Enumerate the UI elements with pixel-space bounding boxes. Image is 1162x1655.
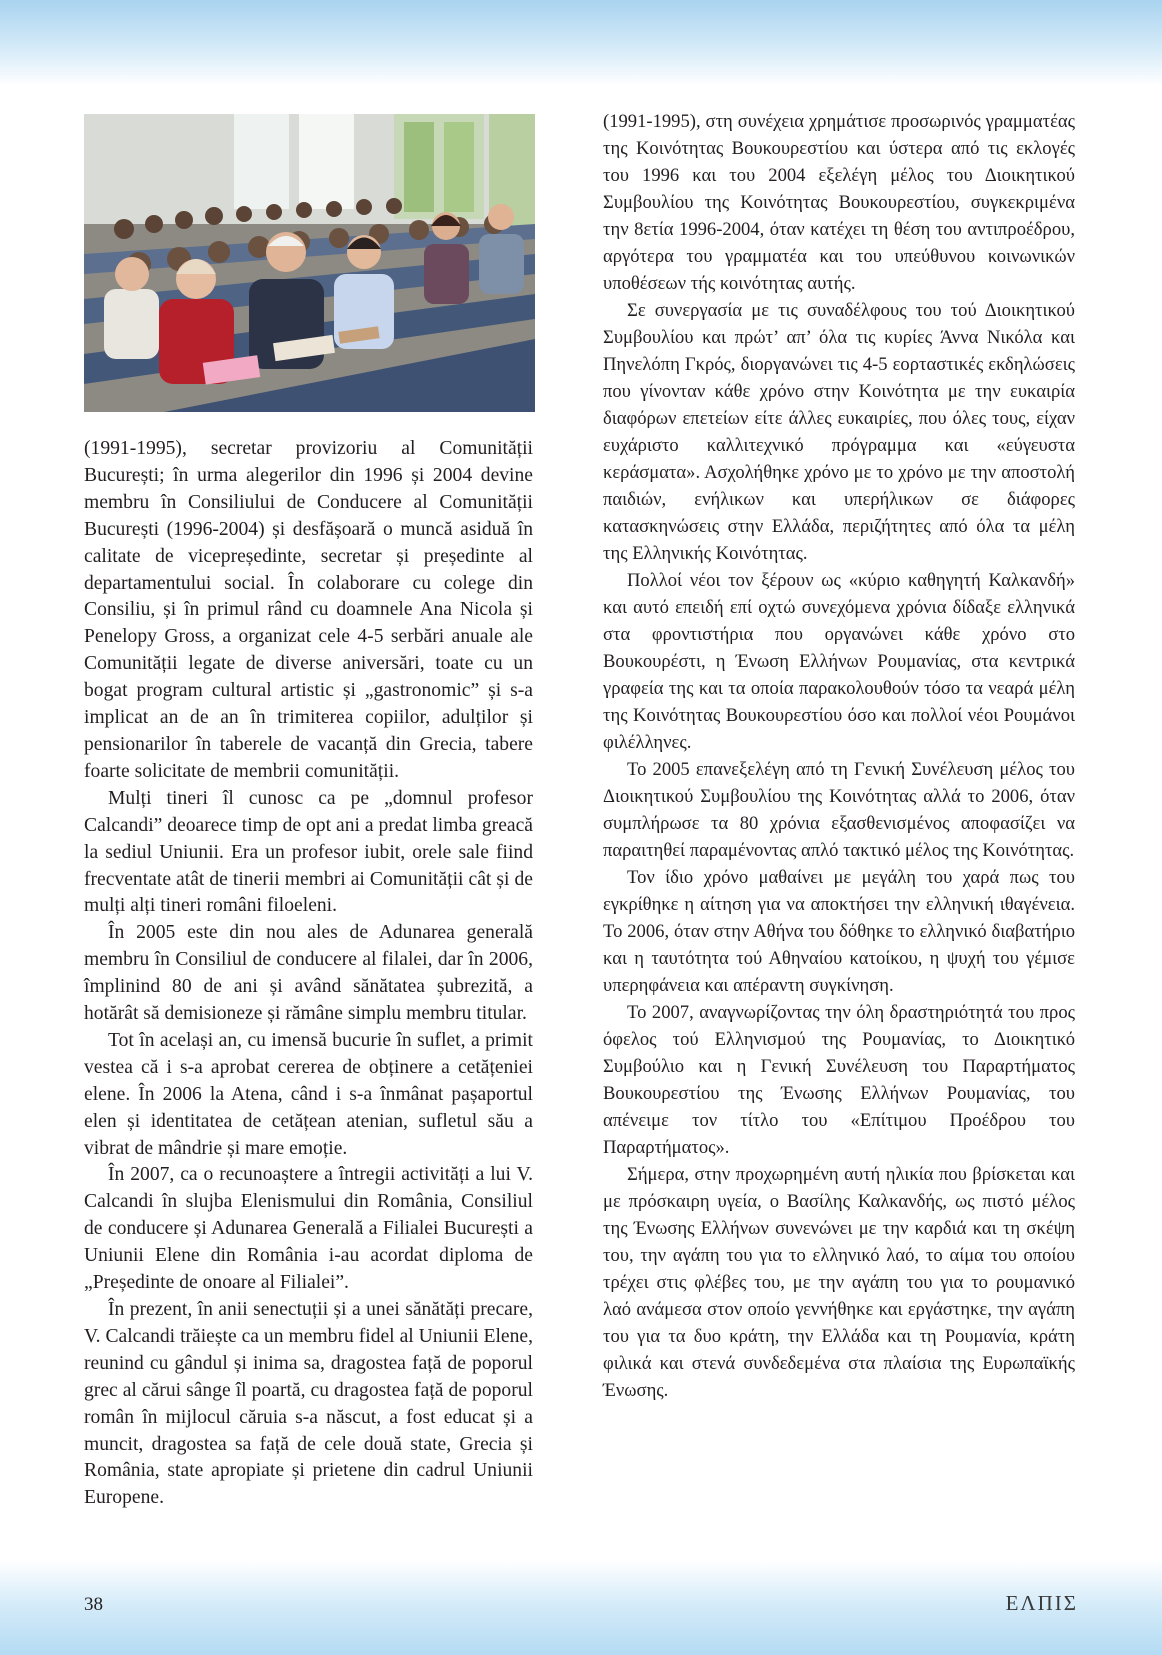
page-number: 38 — [84, 1594, 103, 1615]
greek-text-column — [603, 108, 1075, 1404]
audience-photo — [84, 114, 535, 412]
ro-paragraph-6: În prezent, în anii senectuții și a unei sănătăți precare, V. Calcandi trăiește ca un membru fidel al Uniunii Elene, reunind cu gândul și inima sa, dragostea față de poporul grec al cărui sânge îl poartă, cu dragostea față de poporul român în mijlocul căruia s-a născut, a fost educat și a muncit, dragostea sa față de cele două state, Grecia și România, state apropiate și prietene din cadrul Uniunii Europene. — [84, 1299, 533, 1509]
romanian-text-column — [84, 436, 533, 1512]
el-paragraph-7: Σήμερα, στην προχωρημένη αυτή ηλικία που βρίσκεται και με πρόσκαιρη υγεία, ο Βασίλης Καλκανδής, ως πιστό μέλος της Ένωσης Ελλήνων συνενώνει με την καρδιά και τη σκέψη του, την αγάπη του για το ελληνικό λαό, το αίμα του οποίου τρέχει στις φλέβες του, με την αγάπη του για το ρουμανικό λαό ανάμεσα στον οποίο γεννήθηκε και εργάστηκε, την αγάπη του για τα δυο κράτη, την Ελλάδα και τη Ρουμανία, κράτη φιλικά και στενά συνδεδεμένα στα πλαίσια της Ευρωπαϊκής Ένωσης. — [603, 1164, 1075, 1401]
el-paragraph-4: Το 2005 επανεξελέγη από τη Γενική Συνέλευση μέλος του Διοικητικού Συμβουλίου της Κοινότητας αλλά το 2006, όταν συμπλήρωσε τα 80 χρόνια εξασθενισμένος αποφασίζει να παραιτηθεί παραμένοντας απλό τακτικό μέλος της Κοινότητας. — [603, 759, 1075, 861]
ro-paragraph-4: Tot în același an, cu imensă bucurie în suflet, a primit vestea că i s-a aprobat cererea de obținere a cetățeniei elene. În 2006 la Atena, când i s-a înmânat pașaportul elen și identitatea de cetățean atenian, sufletul său a vibrat de mândrie și mare emoție. — [84, 1029, 533, 1159]
audience-photo-illustration — [84, 114, 535, 412]
el-paragraph-6: Το 2007, αναγνωρίζοντας την όλη δραστηριότητά του προς όφελος τού Ελληνισμού της Ρουμανίας, το Διοικητικό Συμβούλιο και η Γενική Συνέλευση του Παραρτήματος Βουκουρεστίου της Ένωσης Ελλήνων Ρουμανίας, του απένειμε τον τίτλο του «Επίτιμου Προέδρου του Παραρτήματος». — [603, 1002, 1075, 1158]
footer-gradient-band — [0, 1560, 1162, 1655]
ro-paragraph-3: În 2005 este din nou ales de Adunarea generală membru în Consiliul de conducere al filalei, dar în 2006, împlinind 80 de ani și având sănătatea șubrezită, a hotărât să demisioneze și rămâne simplu membru titular. — [84, 922, 533, 1025]
ro-paragraph-1: (1991-1995), secretar provizoriu al Comunității București; în urma alegerilor din 1996 și 2004 devine membru în Consiliului de Conducere al Comunității București (1996-2004) și desfășoară o muncă asiduă în calitate de vicepreședinte, secretar și președinte al departamentului social. În colaborare cu colege din Consiliu, și în primul rând cu doamnele Ana Nicola și Penelopy Gross, a organizat cele 4-5 serbări anuale ale Comunității legate de diverse aniversări, toate cu un bogat program cultural artistic și „gastronomic” și s-a implicat an de an în trimiterea copiilor, adulților și pensionarilor în taberele de vacanță din Grecia, tabere foarte solicitate de membrii comunității. — [84, 438, 533, 782]
header-gradient-band — [0, 0, 1162, 86]
ro-paragraph-2: Mulți tineri îl cunosc ca pe „domnul profesor Calcandi” deoarece timp de opt ani a predat limba greacă la sediul Uniunii. Era un profesor iubit, orele sale fiind frecventate atât de tinerii membri ai Comunității cât și de mulți alți tineri români filoeleni. — [84, 787, 533, 917]
el-paragraph-1: (1991-1995), στη συνέχεια χρημάτισε προσωρινός γραμματέας της Κοινότητας Βουκουρεστίου και ύστερα από τις εκλογές του 1996 και του 2004 εξελέγη μέλος του Διοικητικού Συμβουλίου της Κοινότητας Βουκουρεστίου, συγκεκριμένα την 8ετία 1996-2004, όταν κατέχει τη θέση του αντιπροέδρου, αργότερα του γραμματέα και του υπεύθυνου κοινωνικών υποθέσεων τής κοινότητας αυτής. — [603, 111, 1075, 294]
running-title: ΕΛΠΙΣ — [1005, 1591, 1078, 1615]
ro-paragraph-5: În 2007, ca o recunoaștere a întregii activități a lui V. Calcandi în slujba Elenismului din România, Consiliul de conducere și Adunarea Generală a Filialei București a Uniunii Elene din România i-au acordat diploma de „Președinte de onoare al Filialei”. — [84, 1164, 533, 1294]
el-paragraph-3: Πολλοί νέοι τον ξέρουν ως «κύριο καθηγητή Καλκανδή» και αυτό επειδή επί οχτώ συνεχόμενα χρόνια δίδαξε ελληνικά στα φροντιστήρια που οργανώνει κάθε χρόνο στο Βουκουρέστι, η Ένωση Ελλήνων Ρουμανίας, στα κεντρικά γραφεία της και τα οποία παρακολουθούν τόσο τα νεαρά μέλη της Κοινότητας Βουκουρεστίου όσο και πολλοί νέοι Ρουμάνοι φιλέλληνες. — [603, 570, 1075, 753]
el-paragraph-5: Τον ίδιο χρόνο μαθαίνει με μεγάλη του χαρά πως του εγκρίθηκε η αίτηση για να αποκτήσει την ελληνική ιθαγένεια. Το 2006, όταν στην Αθήνα του δόθηκε το ελληνικό διαβατήριο και η ταυτότητα τού Αθηναίου κατοίκου, η ψυχή του γέμισε υπερηφάνεια και απέραντη συγκίνηση. — [603, 867, 1075, 996]
el-paragraph-2: Σε συνεργασία με τις συναδέλφους του τού Διοικητικού Συμβουλίου και πρώτ’ απ’ όλα τις κυρίες Άννα Νικόλα και Πηνελόπη Γκρός, διοργανώνει τις 4-5 εορταστικές εκδηλώσεις που γίνονταν κάθε χρόνο στην Κοινότητα με την ευκαιρία διαφόρων επετείων είτε άλλες ευκαιρίες, που όλες τους, είχαν ευχάριστο καλλιτεχνικό πρόγραμμα και «εύγευστα κεράσματα». Ασχολήθηκε χρόνο με το χρόνο με την αποστολή παιδιών, ενήλικων και υπερήλικων σε διάφορες κατασκηνώσεις στην Ελλάδα, περιζήτητες από όλα τα μέλη της Ελληνικής Κοινότητας. — [603, 300, 1075, 564]
